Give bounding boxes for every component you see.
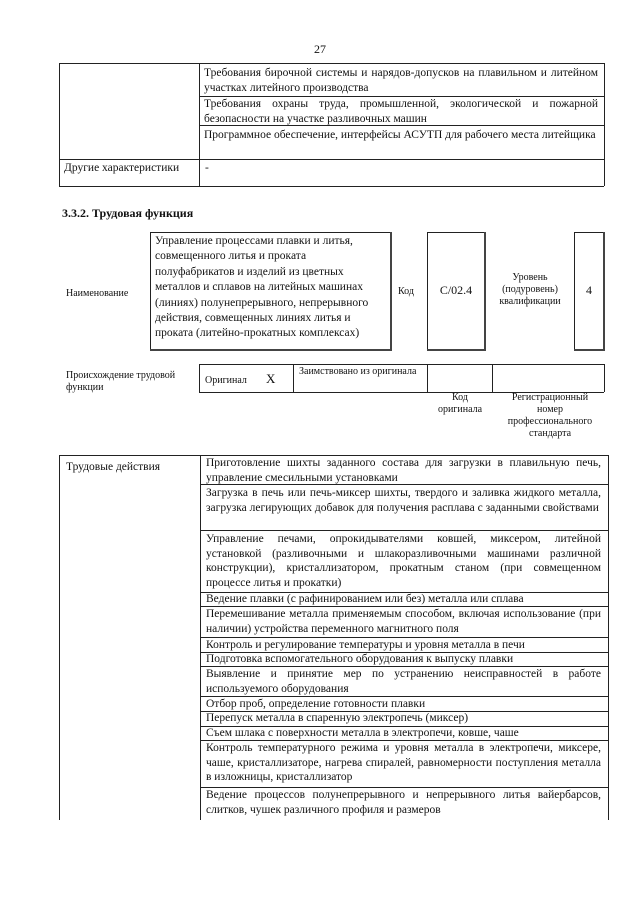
requirement-row: Требования бирочной системы и нарядов-допусков на плавильном и литейном участках литейного производства <box>204 67 598 94</box>
labour-action-item: Контроль температурного режима и уровня металла в электропечи, миксере, чаше, кристаллизаторе, нагрева спиралей, равномерности поступления металла в изложницы, кристаллизатор <box>206 742 601 784</box>
labour-action-item: Перемешивание металла применяемым способом, включая использование (при наличии) устройства переменного магнитного поля <box>206 608 601 635</box>
labour-action-item: Подготовка вспомогательного оборудования к выпуску плавки <box>206 653 514 665</box>
level-label: Уровень (подуровень) квалификации <box>499 272 561 307</box>
name-label: Наименование <box>66 288 129 299</box>
labour-action-item: Ведение процессов полунепрерывного и непрерывного литья вайербарсов, слитков, чушек различного профиля и размеров <box>206 789 601 816</box>
labour-actions-label: Трудовые действия <box>66 461 161 473</box>
original-mark: X <box>266 371 276 386</box>
section-title: 3.3.2. Трудовая функция <box>62 206 194 220</box>
other-characteristics-value: - <box>205 162 209 174</box>
labour-action-item: Съем шлака с поверхности металла в электропечи, ковше, чаше <box>206 727 519 739</box>
labour-action-item: Приготовление шихты заданного состава для загрузки в плавильную печь, управление смесильными установками <box>206 457 601 484</box>
labour-action-item: Контроль и регулирование температуры и уровня металла в печи <box>206 639 525 651</box>
original-label: Оригинал <box>205 375 247 386</box>
other-characteristics-label: Другие характеристики <box>64 162 180 174</box>
registration-number-caption: Регистрационный номер профессионального стандарта <box>507 392 593 439</box>
labour-action-item: Ведение плавки (с рафинированием или без) металла или сплава <box>206 593 524 605</box>
labour-action-item: Загрузка в печь или печь-миксер шихты, твердого и заливка жидкого металла, загрузка легирующих добавок для получения расплава с заданными свойствами <box>206 487 601 514</box>
code-value: C/02.4 <box>439 283 473 297</box>
page-number: 27 <box>314 42 326 56</box>
requirement-row: Программное обеспечение, интерфейсы АСУТП для рабочего места литейщика <box>204 129 596 141</box>
labour-action-item: Выявление и принятие мер по устранению неисправностей в работе используемого оборудования <box>206 668 601 695</box>
origin-label: Происхождение трудовой функции <box>66 370 176 393</box>
labour-action-item: Управление печами, опрокидывателями ковшей, миксером, литейной установкой (разливочными и шлакоразливочными машинами различной конструкции), кристаллизатором, прокатным станом (при совмещенном процессе литья и прокатки) <box>206 533 601 589</box>
function-name: Управление процессами плавки и литья, совмещенного литья и проката полуфабрикатов и изделий из цветных металлов и сплавов на литейных машинах (линиях) полунепрерывного, непрерывного действия, совмещенных линиях литья и проката (литейно-прокатных комплексах) <box>155 235 369 340</box>
requirement-row: Требования охраны труда, промышленной, экологической и пожарной безопасности на участке разливочных машин <box>204 98 598 125</box>
labour-action-item: Перепуск металла в спаренную электропечь (миксер) <box>206 712 469 724</box>
original-code-caption: Код оригинала <box>437 392 483 415</box>
labour-action-item: Отбор проб, определение готовности плавки <box>206 698 426 710</box>
borrowed-label: Заимствовано из оригинала <box>299 366 417 377</box>
code-label: Код <box>398 286 414 297</box>
level-value: 4 <box>586 283 592 297</box>
